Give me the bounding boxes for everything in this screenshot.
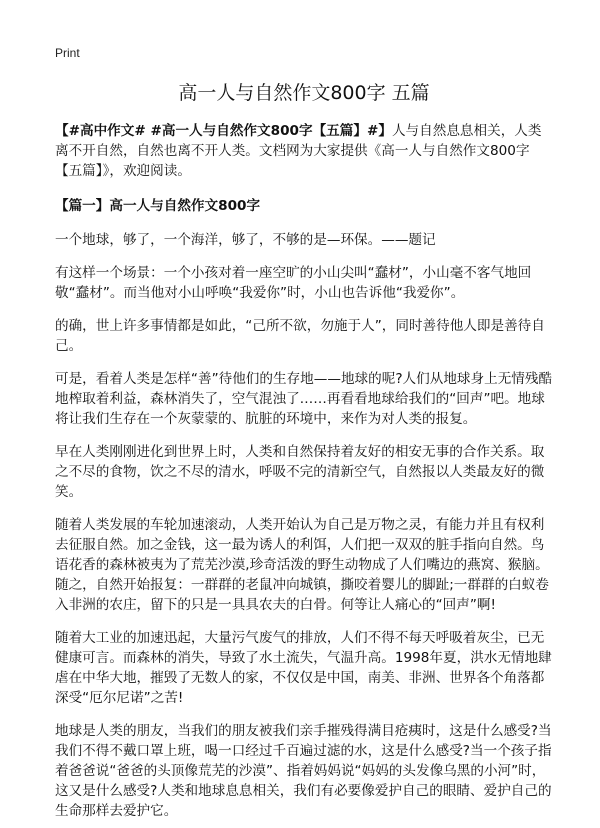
document-title: 高一人与自然作文800字 五篇 <box>178 82 430 104</box>
intro-text: 人与自然息息相关，人类离不开自然，自然也离不开人类。文档网为大家提供《高一人与自然作文800字【五篇】》，欢迎阅读。 <box>55 123 542 179</box>
print-label: Print <box>55 46 80 60</box>
paragraph-5: 早在人类刚刚进化到世界上时，人类和自然保持着友好的相安无事的合作关系。取之不尽的食物，饮之不尽的清水，呼吸不完的清新空气，自然报以人类最友好的微笑。 <box>55 444 545 500</box>
paragraph-6: 随着人类发展的车轮加速滚动，人类开始认为自己是万物之灵，有能力并且有权利去征服自然。加之金钱，这一最为诱人的利饵，人们把一双双的脏手指向自然。鸟语花香的森林被夷为了荒芜沙漠,珍奇活泼的野生动物成了人们嘴边的燕窝、猴脑。随之，自然开始报复：一群群的老鼠冲向城镇，撕咬着婴儿的脚趾;一群群的白蚁卷入非洲的农庄，留下的只是一具具农夫的白骨。何等让人痛心的“回声”啊! <box>55 517 549 613</box>
intro-paragraph <box>55 121 553 181</box>
paragraph-7: 随着大工业的加速迅起，大量污气废气的排放，人们不得不每天呼吸着灰尘，已无健康可言。而森林的消失，导致了水土流失，气温升高。1998年夏，洪水无情地肆虐在中华大地，摧毁了无数人的家，不仅仅是中国，南美、非洲、世界各个角落都深受“厄尔尼诺”之苦! <box>55 630 552 706</box>
section-heading-1: 【篇一】高一人与自然作文800字 <box>55 198 261 214</box>
paragraph-4: 可是，看着人类是怎样“善”待他们的生存地——地球的呢?人们从地球身上无情残酷地榨取着利益，森林消失了，空气混浊了……再看看地球给我们的“回声”吧。地球将让我们生存在一个灰蒙蒙的、肮脏的环境中，来作为对人类的报复。 <box>55 371 553 427</box>
paragraph-3: 的确，世上许多事情都是如此，“己所不欲，勿施于人”，同时善待他人即是善待自己。 <box>55 318 545 354</box>
paragraph-2: 有这样一个场景：一个小孩对着一座空旷的小山尖叫“蠢材”，小山毫不客气地回敬“蠢材”。而当他对小山呼唤“我爱你”时，小山也告诉他“我爱你”。 <box>55 265 532 301</box>
paragraph-8: 地球是人类的朋友，当我们的朋友被我们亲手摧残得满目疮痍时，这是什么感受?当我们不得不戴口罩上班，喝一口经过千百遍过滤的水，这是什么感受?当一个孩子指着爸爸说“爸爸的头顶像荒芜的沙漠”、指着妈妈说“妈妈的头发像乌黑的小河”时，这又是什么感受?人类和地球息息相关，我们有必要像爱护自己的眼睛、爱护自己的生命那样去爱护它。 <box>55 723 552 819</box>
intro-tags: 【#高中作文# #高一人与自然作文800字【五篇】#】 <box>55 123 392 139</box>
paragraph-1: 一个地球，够了，一个海洋，够了，不够的是—环保。——题记 <box>55 232 436 248</box>
